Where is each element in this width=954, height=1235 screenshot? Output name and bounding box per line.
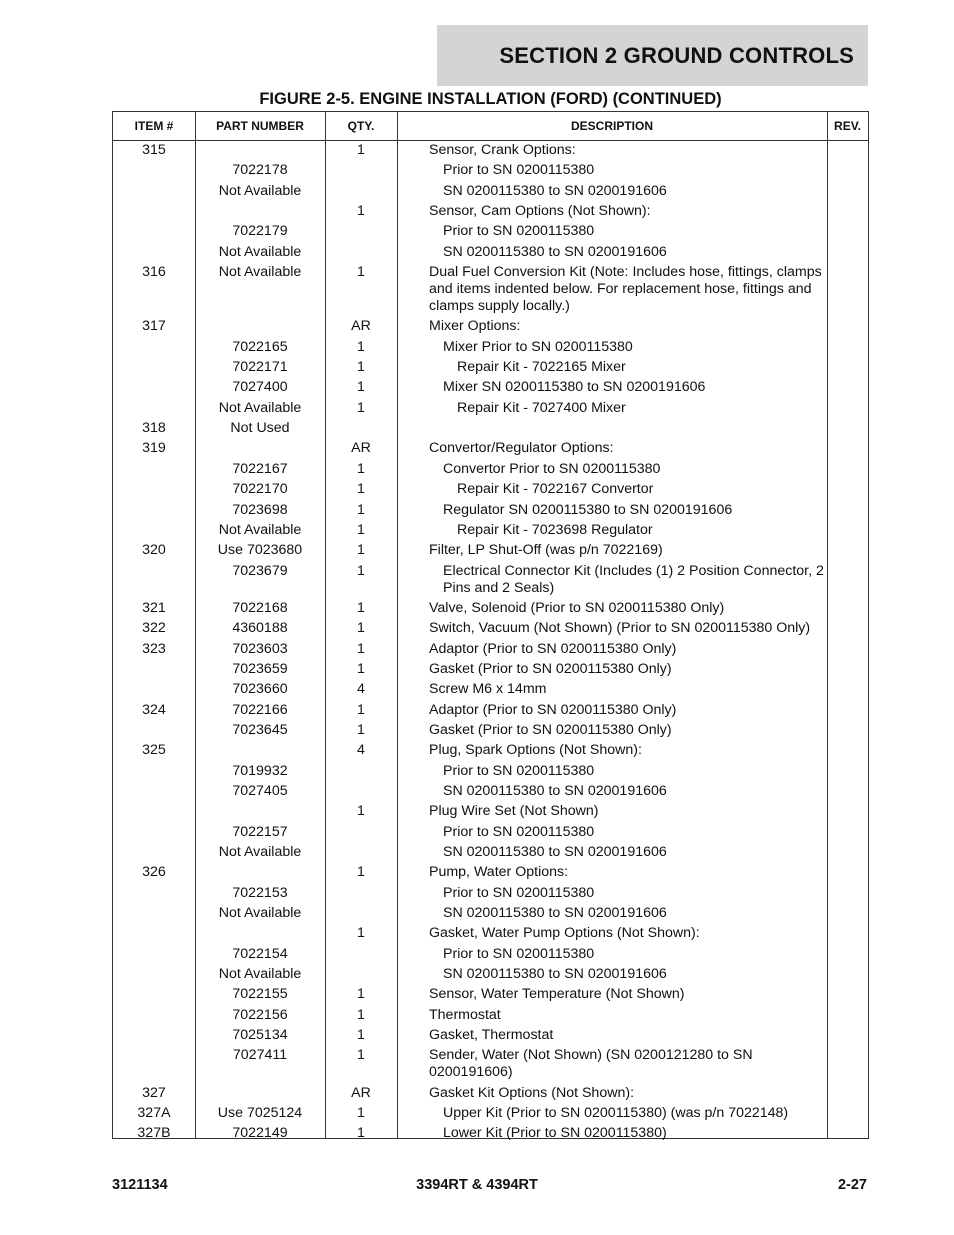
part-number-cell: Not Available (218, 966, 302, 983)
part-number-cell: Not Used (230, 420, 290, 437)
qty-cell: 1 (357, 338, 365, 355)
description-cell: Dual Fuel Conversion Kit (Note: Includes hose, fittings, clamps and items indented below. For replacement hose, fittings and clamps supply locally.) (429, 264, 822, 315)
part-number-cell: 7022165 (232, 338, 288, 355)
description-cell: SN 0200115380 to SN 0200191606 (443, 966, 667, 983)
item-cell: 327A (137, 1105, 171, 1122)
qty-cell: 1 (357, 864, 365, 881)
header-description: DESCRIPTION (570, 119, 653, 133)
section-banner (437, 25, 868, 86)
part-number-cell: 7022157 (232, 823, 288, 840)
part-number-cell: 7023645 (232, 721, 288, 738)
part-number-cell: 7022170 (232, 481, 288, 498)
qty-cell: 1 (357, 542, 365, 559)
qty-cell: 1 (357, 562, 365, 579)
qty-cell: AR (351, 440, 371, 457)
part-number-cell: 7022149 (232, 1125, 288, 1142)
table-row (113, 563, 868, 600)
qty-cell: AR (351, 318, 371, 335)
table-row (113, 803, 868, 823)
table-row (113, 440, 868, 460)
description-cell: Prior to SN 0200115380 (443, 823, 595, 840)
table-row (113, 1085, 868, 1105)
item-cell: 318 (142, 420, 166, 437)
qty-cell: AR (351, 1084, 371, 1101)
part-number-cell: Not Available (218, 243, 302, 260)
table-row (113, 1007, 868, 1027)
figure-title: FIGURE 2-5. ENGINE INSTALLATION (FORD) (CONTINUED) (259, 90, 722, 108)
qty-cell: 1 (357, 460, 365, 477)
table-row (113, 681, 868, 701)
table-row (113, 379, 868, 399)
item-cell: 325 (142, 742, 166, 759)
description-cell: Upper Kit (Prior to SN 0200115380) (was p/n 7022148) (443, 1105, 789, 1122)
description-cell: Mixer SN 0200115380 to SN 0200191606 (443, 379, 706, 396)
description-cell: Repair Kit - 7023698 Regulator (457, 521, 653, 538)
qty-cell: 1 (357, 501, 365, 518)
part-number-cell: 7023679 (232, 562, 288, 579)
description-cell: SN 0200115380 to SN 0200191606 (443, 905, 667, 922)
table-row (113, 702, 868, 722)
table-row (113, 722, 868, 742)
qty-cell: 1 (357, 660, 365, 677)
qty-cell: 1 (357, 203, 365, 220)
description-cell: Sensor, Water Temperature (Not Shown) (429, 986, 685, 1003)
qty-cell: 1 (357, 1047, 365, 1064)
description-cell: Convertor Prior to SN 0200115380 (443, 460, 661, 477)
footer-doc-number: 3121134 (112, 1177, 168, 1193)
table-row (113, 783, 868, 803)
table-row (113, 203, 868, 223)
description-cell: Lower Kit (Prior to SN 0200115380) (443, 1125, 667, 1142)
item-cell: 327B (137, 1125, 171, 1142)
table-row (113, 481, 868, 501)
part-number-cell: 7027400 (232, 379, 288, 396)
part-number-cell: 7022171 (232, 359, 288, 376)
table-row (113, 620, 868, 640)
description-cell: Sender, Water (Not Shown) (SN 0200121280 to SN 0200191606) (429, 1047, 753, 1081)
table-row (113, 502, 868, 522)
table-body (113, 142, 868, 1146)
table-row (113, 864, 868, 884)
part-number-cell: 7022167 (232, 460, 288, 477)
description-cell: Mixer Prior to SN 0200115380 (443, 338, 633, 355)
table-row (113, 318, 868, 338)
description-cell: Sensor, Crank Options: (429, 142, 576, 158)
footer-page-number: 2-27 (837, 1177, 867, 1193)
table-row (113, 925, 868, 945)
table-row (113, 223, 868, 243)
footer-model: 3394RT & 4394RT (416, 1177, 538, 1193)
table-row (113, 244, 868, 264)
description-cell: Repair Kit - 7027400 Mixer (457, 399, 626, 416)
qty-cell: 1 (357, 1105, 365, 1122)
part-number-cell: 7027405 (232, 782, 288, 799)
part-number-cell: 7022156 (232, 1006, 288, 1023)
header-part-number: PART NUMBER (216, 119, 304, 133)
description-cell: Prior to SN 0200115380 (443, 162, 595, 179)
qty-cell: 1 (357, 701, 365, 718)
description-cell: Pump, Water Options: (429, 864, 569, 881)
qty-cell: 1 (357, 379, 365, 396)
table-row (113, 905, 868, 925)
description-cell: Repair Kit - 7022165 Mixer (457, 359, 626, 376)
table-row (113, 461, 868, 481)
part-number-cell: Not Available (218, 182, 302, 199)
qty-cell: 1 (357, 640, 365, 657)
description-cell: Repair Kit - 7022167 Convertor (457, 481, 654, 498)
table-row (113, 400, 868, 420)
description-cell: Electrical Connector Kit (Includes (1) 2 Position Connector, 2 Pins and 2 Seals) (443, 562, 824, 596)
description-cell: Sensor, Cam Options (Not Shown): (429, 203, 651, 220)
qty-cell: 1 (357, 599, 365, 616)
qty-cell: 1 (357, 481, 365, 498)
table-row (113, 763, 868, 783)
item-cell: 320 (142, 542, 166, 559)
table-row (113, 142, 868, 162)
part-number-cell: Use 7023680 (217, 542, 303, 559)
table-row (113, 1105, 868, 1125)
qty-cell: 1 (357, 399, 365, 416)
description-cell: Prior to SN 0200115380 (443, 762, 595, 779)
description-cell: Mixer Options: (429, 318, 521, 335)
table-row (113, 885, 868, 905)
table-row (113, 339, 868, 359)
qty-cell: 1 (357, 803, 365, 820)
table-row (113, 542, 868, 562)
item-cell: 322 (142, 620, 166, 637)
part-number-cell: 4360188 (232, 620, 288, 637)
description-cell: Prior to SN 0200115380 (443, 945, 595, 962)
qty-cell: 1 (357, 986, 365, 1003)
description-cell: Filter, LP Shut-Off (was p/n 7022169) (429, 542, 663, 559)
part-number-cell: Use 7025124 (217, 1105, 303, 1122)
item-cell: 324 (142, 701, 166, 718)
part-number-cell: 7022168 (232, 599, 288, 616)
description-cell: Plug, Spark Options (Not Shown): (429, 742, 642, 759)
description-cell: Adaptor (Prior to SN 0200115380 Only) (429, 701, 677, 718)
qty-cell: 1 (357, 264, 365, 281)
item-cell: 317 (142, 318, 166, 335)
description-cell: Regulator SN 0200115380 to SN 0200191606 (443, 501, 733, 518)
description-cell: SN 0200115380 to SN 0200191606 (443, 782, 667, 799)
part-number-cell: 7022179 (232, 223, 288, 240)
item-cell: 321 (142, 599, 166, 616)
qty-cell: 1 (357, 1027, 365, 1044)
part-number-cell: Not Available (218, 264, 302, 281)
table-row (113, 1125, 868, 1145)
table-row (113, 522, 868, 542)
header-rev: REV. (834, 119, 861, 133)
table-row (113, 600, 868, 620)
table-row (113, 162, 868, 182)
part-number-cell: 7023660 (232, 681, 288, 698)
description-cell: SN 0200115380 to SN 0200191606 (443, 844, 667, 860)
parts-table (112, 111, 869, 1142)
qty-cell: 1 (357, 1125, 365, 1142)
part-number-cell: 7023698 (232, 501, 288, 518)
description-cell: Gasket, Water Pump Options (Not Shown): (429, 925, 700, 942)
part-number-cell: 7019932 (232, 762, 288, 779)
part-number-cell: 7022153 (232, 884, 288, 901)
table-row (113, 641, 868, 661)
part-number-cell: 7027411 (232, 1047, 288, 1064)
table-row (113, 986, 868, 1006)
qty-cell: 1 (357, 521, 365, 538)
table-row (113, 359, 868, 379)
table-row (113, 420, 868, 440)
table-row (113, 844, 868, 864)
qty-cell: 4 (357, 742, 365, 759)
table-row (113, 1027, 868, 1047)
description-cell: Gasket Kit Options (Not Shown): (429, 1084, 635, 1101)
part-number-cell: Not Available (218, 844, 302, 860)
table-row (113, 824, 868, 844)
description-cell: SN 0200115380 to SN 0200191606 (443, 243, 667, 260)
description-cell: Prior to SN 0200115380 (443, 223, 595, 240)
part-number-cell: 7022155 (232, 986, 288, 1003)
item-cell: 327 (142, 1084, 166, 1101)
item-cell: 323 (142, 640, 166, 657)
description-cell: Switch, Vacuum (Not Shown) (Prior to SN 0200115380 Only) (429, 620, 811, 637)
qty-cell: 1 (357, 925, 365, 942)
description-cell: Plug Wire Set (Not Shown) (429, 803, 599, 820)
item-cell: 319 (142, 440, 166, 457)
header-qty: QTY. (347, 119, 375, 133)
qty-cell: 1 (357, 142, 365, 158)
part-number-cell: Not Available (218, 905, 302, 922)
description-cell: Gasket, Thermostat (429, 1027, 554, 1044)
part-number-cell: 7023603 (232, 640, 288, 657)
table-row (113, 946, 868, 966)
table-row (113, 966, 868, 986)
part-number-cell: 7023659 (232, 660, 288, 677)
part-number-cell: 7022154 (232, 945, 288, 962)
table-row (113, 264, 868, 318)
description-cell: Prior to SN 0200115380 (443, 884, 595, 901)
header-divider (113, 140, 868, 141)
table-row (113, 183, 868, 203)
description-cell: Screw M6 x 14mm (429, 681, 547, 698)
qty-cell: 1 (357, 1006, 365, 1023)
item-cell: 326 (142, 864, 166, 881)
description-cell: Gasket (Prior to SN 0200115380 Only) (429, 721, 672, 738)
part-number-cell: Not Available (218, 521, 302, 538)
description-cell: SN 0200115380 to SN 0200191606 (443, 182, 667, 199)
item-cell: 315 (142, 142, 166, 158)
qty-cell: 1 (357, 721, 365, 738)
table-row (113, 661, 868, 681)
part-number-cell: Not Available (218, 399, 302, 416)
header-item: ITEM # (134, 119, 174, 133)
part-number-cell: 7022166 (232, 701, 288, 718)
table-row (113, 1047, 868, 1084)
description-cell: Convertor/Regulator Options: (429, 440, 614, 457)
description-cell: Adaptor (Prior to SN 0200115380 Only) (429, 640, 677, 657)
qty-cell: 1 (357, 620, 365, 637)
qty-cell: 4 (357, 681, 365, 698)
part-number-cell: 7022178 (232, 162, 288, 179)
description-cell: Thermostat (429, 1006, 501, 1023)
description-cell: Gasket (Prior to SN 0200115380 Only) (429, 660, 672, 677)
item-cell: 316 (142, 264, 166, 281)
description-cell: Valve, Solenoid (Prior to SN 0200115380 Only) (429, 599, 725, 616)
part-number-cell: 7025134 (232, 1027, 288, 1044)
table-row (113, 742, 868, 762)
section-title: SECTION 2 GROUND CONTROLS (499, 42, 854, 68)
qty-cell: 1 (357, 359, 365, 376)
